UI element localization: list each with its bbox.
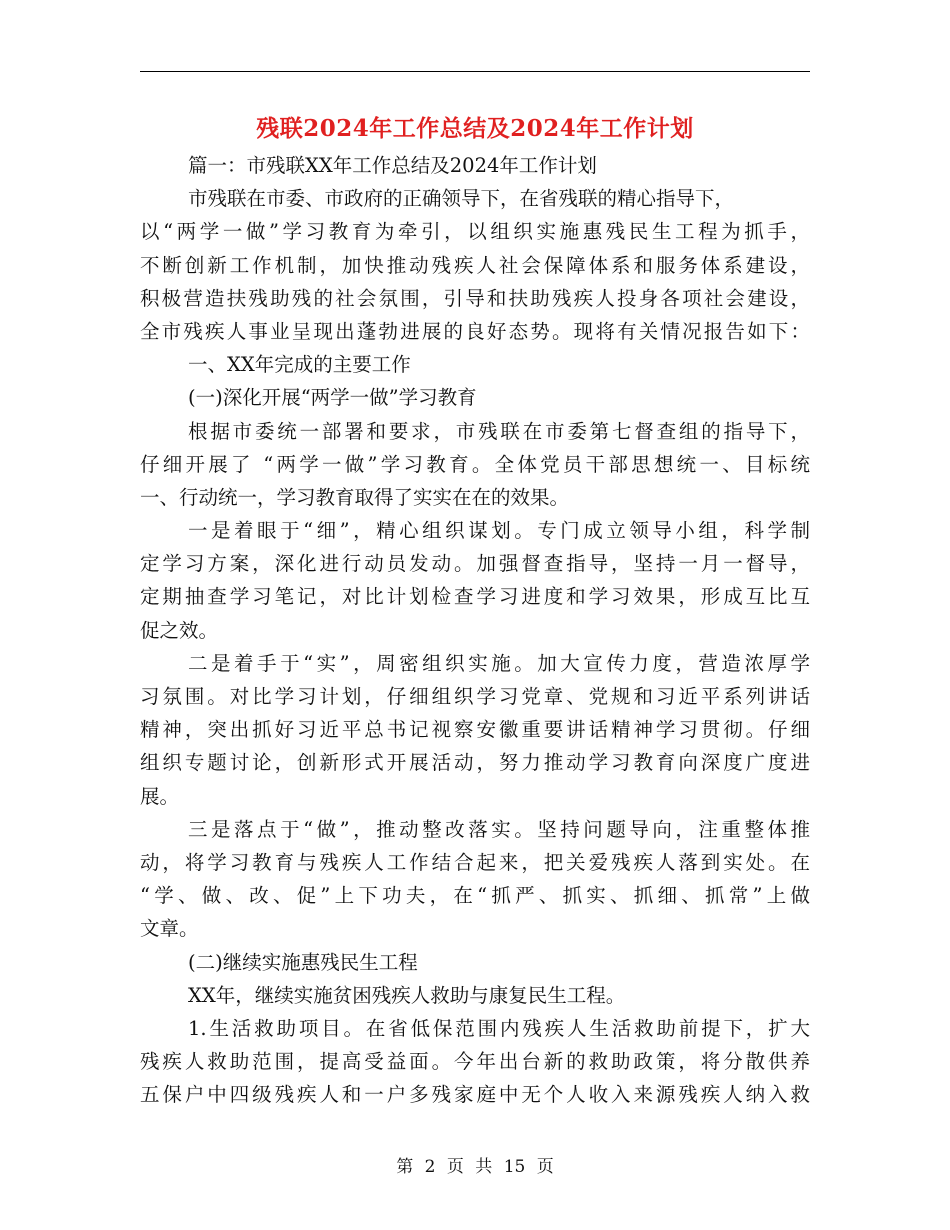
paragraph-line: XX年，继续实施贫困残疾人救助与康复民生工程。 bbox=[188, 983, 626, 1007]
paragraph-line: 文章。 bbox=[140, 917, 199, 941]
paragraph-line: 组织专题讨论，创新形式开展活动，努力推动学习教育向深度广度进 bbox=[140, 751, 810, 775]
paragraph-line: 仔细开展了 “两学一做”学习教育。全体党员干部思想统一、目标统 bbox=[140, 452, 810, 476]
section-heading: 一、XX年完成的主要工作 bbox=[188, 353, 411, 377]
paragraph-line: 篇一：市残联XX年工作总结及2024年工作计划 bbox=[188, 154, 597, 177]
total-pages-number: 15 bbox=[503, 1157, 526, 1177]
current-page-number: 2 bbox=[424, 1157, 436, 1177]
paragraph-line: 1.生活救助项目。在省低保范围内残疾人生活救助前提下，扩大 bbox=[188, 1016, 810, 1040]
paragraph-line: 全市残疾人事业呈现出蓬勃进展的良好态势。现将有关情况报告如下： bbox=[140, 319, 810, 343]
footer-label-page: 第 bbox=[396, 1157, 414, 1177]
document-title: 残联2024年工作总结及2024年工作计划 bbox=[256, 115, 694, 142]
paragraph-line: 五保户中四级残疾人和一户多残家庭中无个人收入来源残疾人纳入救 bbox=[140, 1083, 810, 1107]
paragraph-line: 残疾人救助范围，提高受益面。今年出台新的救助政策，将分散供养 bbox=[140, 1050, 810, 1074]
paragraph-line: 定学习方案，深化进行动员发动。加强督查指导，坚持一月一督导， bbox=[140, 552, 810, 576]
paragraph-line: 精神，突出抓好习近平总书记视察安徽重要讲话精神学习贯彻。仔细 bbox=[140, 718, 810, 742]
page-footer bbox=[140, 1152, 810, 1177]
paragraph-line: “学、做、改、促”上下功夫，在“抓严、抓实、抓细、抓常”上做 bbox=[140, 884, 810, 908]
paragraph-line: 动，将学习教育与残疾人工作结合起来，把关爱残疾人落到实处。在 bbox=[140, 850, 810, 874]
paragraph-line: 一是着眼于“细”，精心组织谋划。专门成立领导小组，科学制 bbox=[188, 519, 810, 543]
document-body bbox=[140, 149, 810, 1111]
header-rule bbox=[140, 71, 810, 72]
paragraph-line: 定期抽查学习笔记，对比计划检查学习进度和学习效果，形成互比互 bbox=[140, 585, 810, 609]
paragraph-line: 以“两学一做”学习教育为牵引，以组织实施惠残民生工程为抓手， bbox=[140, 220, 810, 244]
subsection-heading: (一)深化开展“两学一做”学习教育 bbox=[188, 386, 477, 410]
paragraph-line: 不断创新工作机制，加快推动残疾人社会保障体系和服务体系建设， bbox=[140, 253, 810, 277]
paragraph-line: 三是落点于“做”，推动整改落实。坚持问题导向，注重整体推 bbox=[188, 817, 810, 841]
paragraph-line: 习氛围。对比学习计划，仔细组织学习党章、党规和习近平系列讲话 bbox=[140, 685, 810, 708]
paragraph-line: 二是着手于“实”，周密组织实施。加大宣传力度，营造浓厚学 bbox=[188, 651, 810, 675]
paragraph-line: 展。 bbox=[140, 784, 180, 808]
footer-label-total-unit: 页 bbox=[536, 1157, 554, 1177]
paragraph-line: 一、行动统一，学习教育取得了实实在在的效果。 bbox=[140, 485, 570, 509]
paragraph-line: 市残联在市委、市政府的正确领导下，在省残联的精心指导下， bbox=[188, 187, 735, 211]
footer-label-page-unit: 页 bbox=[446, 1157, 464, 1177]
footer-label-total: 共 bbox=[475, 1157, 493, 1177]
paragraph-line: 根据市委统一部署和要求，市残联在市委第七督查组的指导下， bbox=[188, 419, 810, 443]
paragraph-line: 促之效。 bbox=[140, 618, 219, 642]
subsection-heading: (二)继续实施惠残民生工程 bbox=[188, 950, 418, 974]
paragraph-line: 积极营造扶残助残的社会氛围，引导和扶助残疾人投身各项社会建设， bbox=[140, 286, 810, 310]
